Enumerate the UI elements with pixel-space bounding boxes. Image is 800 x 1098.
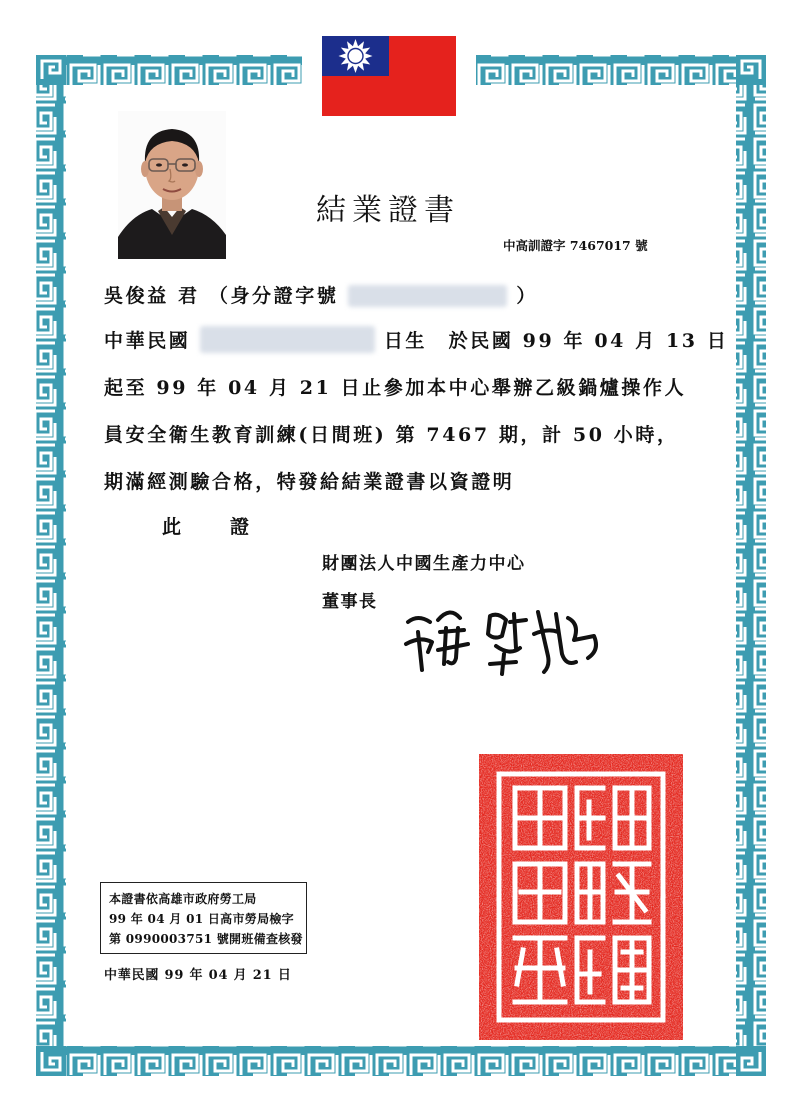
id-label-close: ） [516, 285, 538, 307]
closing-zheng: 證 [230, 516, 250, 538]
birth-suffix: 日生 於民國 99 年 04 月 13 日 [383, 330, 729, 352]
notice-line-2: 99 年 04 月 01 日高市勞局檢字 [109, 912, 294, 926]
recipient-name: 吳俊益 君 [104, 285, 200, 307]
birth-prefix: 中華民國 [104, 330, 191, 352]
notice-box [100, 882, 307, 954]
organization-name: 財團法人中國生產力中心 [322, 554, 526, 574]
body-line-3: 員安全衛生教育訓練(日間班) 第 7467 期，計 50 小時， [104, 424, 679, 446]
name-line [104, 281, 538, 308]
closing-ci: 此 [162, 516, 182, 538]
body-line-2: 起至 99 年 04 月 21 日止參加本中心舉辦乙級鍋爐操作人 [104, 377, 687, 399]
notice-line-1: 本證書依高雄市政府勞工局 [109, 892, 257, 906]
body-line-4: 期滿經測驗合格，特發給結業證書以資證明 [104, 471, 515, 493]
signature [398, 592, 608, 682]
certificate-title: 結業證書 [316, 193, 460, 228]
certificate-number: 中高訓證字 7467017 號 [503, 238, 648, 253]
flag-icon [322, 36, 456, 116]
portrait-photo [118, 111, 226, 259]
birth-line [104, 326, 728, 353]
id-number-redacted [348, 285, 507, 307]
id-label-open: （身分證字號 [208, 285, 339, 307]
issue-date: 中華民國 99 年 04 月 21 日 [104, 968, 292, 983]
chairman-label: 董事長 [322, 592, 378, 612]
birth-date-redacted [200, 326, 375, 353]
official-seal [477, 752, 685, 1042]
notice-line-3: 第 0990003751 號開班備查核發 [109, 932, 303, 946]
